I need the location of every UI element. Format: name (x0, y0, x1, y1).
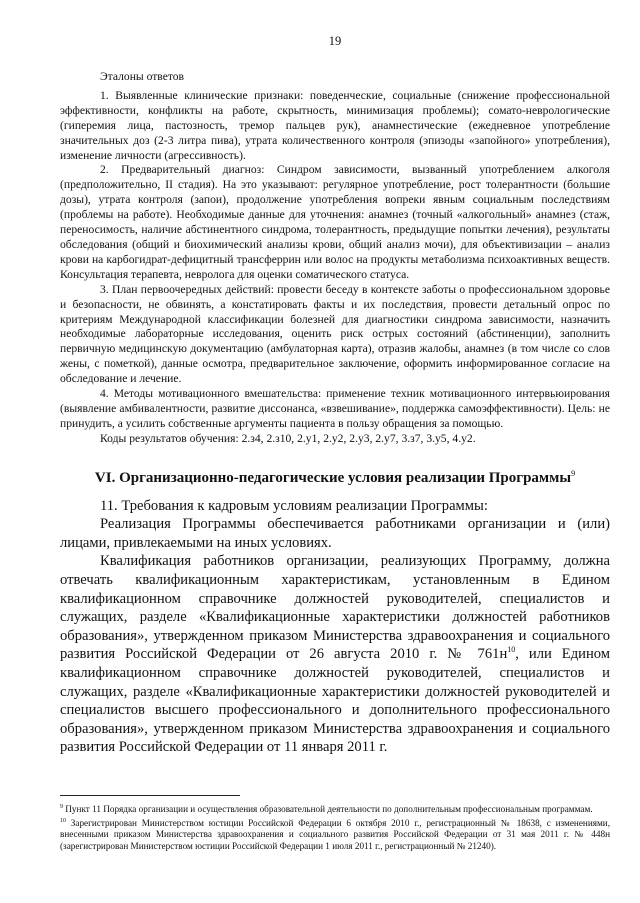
section-title-text: VI. Организационно-педагогические условия реализации Программы (94, 469, 572, 486)
learning-outcome-codes: Коды результатов обучения: 2.з4, 2.з10, 2.у1, 2.у2, 2.у3, 2.у7, 3.з7, 3.у5, 4.у2. (100, 431, 476, 445)
section-paragraph-1: Реализация Программы обеспечивается работниками организации и (или) лицами, привлекаемыми на иных условиях. (60, 516, 610, 551)
footnote-9 (60, 802, 610, 816)
footnote-9-text: Пункт 11 Порядка организации и осуществления образовательной деятельности по дополнительным профессиональным программам. (65, 804, 593, 815)
answer-item-2: 2. Предварительный диагноз: Синдром зависимости, вызванный употреблением алкоголя (предположительно, II стадия). На это указывают: регулярное употребление, рост толерантности (большие дозы), утрата контроля (запои), продолжение употребления вопреки явным социальным последствиям (проблемы на работе). Необходимые данные для уточнения: анамнез (точный «алкогольный» анамнез (стаж, переносимость, наличие абстинентного синдрома, толерантность, предыдущие попытки лечения), результаты обследования (общий и биохимический анализы крови, общий анализ мочи), для объективизации – анализ крови на карбогидрат-дефицитный трансферрин или волос на продукты метаболизма психоактивных веществ. Консультация терапевта, невролога для оценки соматического статуса. (60, 163, 610, 281)
section-title-footnote-ref: 9 (571, 468, 576, 478)
section-paragraph-2 (60, 552, 610, 757)
answer-item-1: 1. Выявленные клинические признаки: поведенческие, социальные (снижение профессиональной эффективности, конфликты на работе, скрытность, минимизация проблемы); сомато-неврологические (гиперемия лица, пастозность, тремор пальцев рук), анамнестические (ежедневное употребление значительных доз (2-3 литра пива), утрата количественного контроля (эпизоды «запойного» употребления), изменение личности (агрессивность). (60, 88, 610, 162)
section-paragraph-2-part-1: Квалификация работников организации, реализующих Программу, должна отвечать квалификационным характеристикам, установленным в Едином квалификационном справочнике должностей руководителей, специалистов и служащих, разделе «Квалификационные характеристики должностей работников образования», утвержденном приказом Министерства здравоохранения и социального развития Российской Федерации от 26 августа 2010 г. № 761н (60, 553, 610, 663)
section-subheading: 11. Требования к кадровым условиям реализации Программы: (100, 497, 488, 514)
footnote-ref-10: 10 (507, 645, 516, 655)
page-number: 19 (328, 34, 342, 48)
section-title (60, 465, 610, 487)
answer-standards (60, 70, 610, 447)
footnote-10 (60, 816, 610, 853)
answers-heading: Эталоны ответов (100, 70, 185, 83)
footnote-10-text: Зарегистрирован Министерством юстиции Российской Федерации 6 октября 2010 г., регистрационный № 18638, с изменениями, внесенными приказом Министерства здравоохранения и социального развития Российской Федерации от 31 мая 2011 г. № 448н (зарегистрирован Министерством юстиции Российской Федерации 1 июля 2011 г., регистрационный № 21240). (60, 817, 611, 851)
answer-item-4: 4. Методы мотивационного вмешательства: применение техник мотивационного интервьюирования (выявление амбивалентности, развитие диссонанса, «взвешивание», поддержка самоэффективности). Цель: не принудить, а усилить собственные аргументы пациента в пользу обращения за помощью. (60, 387, 610, 430)
footnote-divider (60, 795, 240, 796)
section-body (60, 497, 610, 757)
section-paragraph-2-part-2: , или Едином квалификационном справочнике должностей руководителей, специалистов и служащих, разделе «Квалификационные характеристики должностей руководителей и специалистов высшего профессионального и дополнительного профессионального образования», утвержденном приказом Министерства здравоохранения и социального развития Российской Федерации от 11 января 2011 г. (60, 646, 611, 756)
footnote-9-mark: 9 (60, 803, 63, 810)
footnotes (60, 802, 610, 853)
footnote-10-mark: 10 (60, 817, 66, 824)
answer-item-3: 3. План первоочередных действий: провести беседу в контексте заботы о профессиональном здоровье и безопасности, не обвинять, а констатировать факты и их последствия, провести детальный опрос по критериям Международной классификации болезней для диагностики синдрома зависимости, назначить необходимые лабораторные исследования, оценить риск острых состояний (абстиненции), заполнить первичную медицинскую документацию (амбулаторная карта), отразив жалобы, анамнез (в том числе со слов жены, с пометкой), данные осмотра, предварительное заключение, оформить информированное согласие на обследование и лечение. (60, 282, 610, 386)
